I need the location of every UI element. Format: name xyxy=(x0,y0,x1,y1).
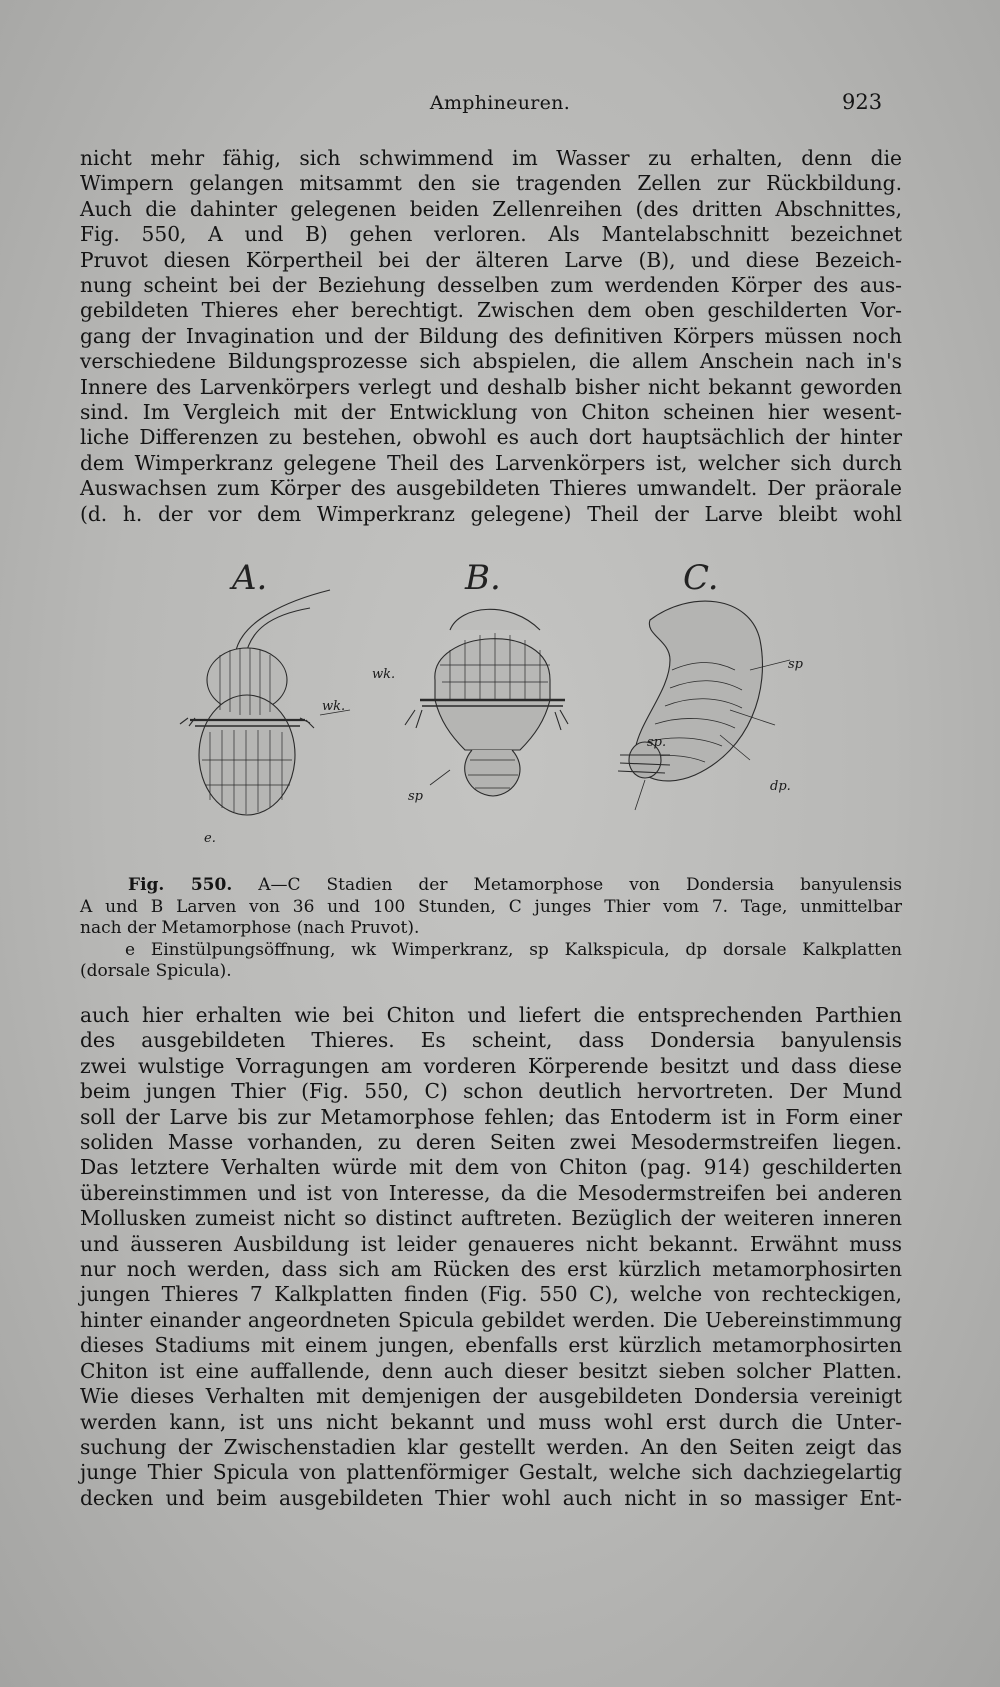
paragraph-bottom-line: soliden Masse vorhanden, zu deren Seiten zwei Mesodermstreifen liegen. xyxy=(80,1130,902,1155)
paragraph-top-line: Innere des Larvenkörpers verlegt und deshalb bisher nicht bekannt geworden xyxy=(80,374,902,399)
paragraph-top-line: nicht mehr fähig, sich schwimmend im Wasser zu erhalten, denn die xyxy=(80,146,902,170)
caption-line-3: nach der Metamorphose (nach Pruvot). xyxy=(80,918,420,938)
paragraph-bottom-line: hinter einander angeordneten Spicula gebildet werden. Die Uebereinstimmung xyxy=(80,1307,902,1332)
paragraph-bottom-line: decken und beim ausgebildeten Thier wohl auch nicht in so massiger Ent- xyxy=(80,1485,902,1510)
label-wk-b: wk. xyxy=(372,667,396,682)
paragraph-bottom-line: suchung der Zwischenstadien klar gestellt werden. An den Seiten zeigt das xyxy=(80,1434,902,1459)
panel-label-c: C. xyxy=(683,558,719,598)
paragraph-top-line: Wimpern gelangen mitsammt den sie tragenden Zellen zur Rückbildung. xyxy=(80,171,902,196)
figure-number: Fig. 550. xyxy=(128,875,233,895)
caption-line-4: e Einstülpungsöffnung, wk Wimperkranz, sp Kalkspicula, dp dorsale Kalkplatten xyxy=(125,939,902,960)
label-e-a: e. xyxy=(204,831,216,846)
paragraph-bottom-line: jungen Thieres 7 Kalkplatten finden (Fig. 550 C), welche von rechteckigen, xyxy=(80,1282,902,1307)
paragraph-bottom-line: übereinstimmen und ist von Interesse, da die Mesodermstreifen bei anderen xyxy=(80,1180,902,1205)
paragraph-bottom-line: Das letztere Verhalten würde mit dem von Chiton (pag. 914) geschilderten xyxy=(80,1155,902,1180)
paragraph-bottom-line: soll der Larve bis zur Metamorphose fehlen; das Entoderm ist in Form einer xyxy=(80,1104,902,1129)
paragraph-bottom-line: beim jungen Thier (Fig. 550, C) schon deutlich hervortreten. Der Mund xyxy=(80,1079,902,1104)
label-dp-c: dp. xyxy=(770,779,791,794)
paragraph-top-line: Auch die dahinter gelegenen beiden Zellenreihen (des dritten Abschnittes, xyxy=(80,196,902,221)
paragraph-bottom-line: zwei wulstige Vorragungen am vorderen Körperende besitzt und dass diese xyxy=(80,1053,902,1078)
paragraph-top-line: dem Wimperkranz gelegene Theil des Larvenkörpers ist, welcher sich durch xyxy=(80,450,902,475)
paragraph-bottom-line: des ausgebildeten Thieres. Es scheint, dass Dondersia banyulensis xyxy=(80,1028,902,1053)
paragraph-top-line: Pruvot diesen Körpertheil bei der älteren Larve (B), und diese Bezeich- xyxy=(80,247,902,272)
caption-line-5: (dorsale Spicula). xyxy=(80,961,232,981)
paragraph-top-line: verschiedene Bildungsprozesse sich abspielen, die allem Anschein nach in's xyxy=(80,349,902,374)
label-sp-b: sp xyxy=(408,789,423,804)
running-header: Amphineuren. xyxy=(429,92,571,114)
paragraph-top-line: Auswachsen zum Körper des ausgebildeten Thieres umwandelt. Der präorale xyxy=(80,476,902,501)
label-sp-c2: sp. xyxy=(647,735,667,750)
larva-c-drawing xyxy=(618,601,790,810)
paragraph-bottom-line: Mollusken zumeist nicht so distinct auftreten. Bezüglich der weiteren inneren xyxy=(80,1206,902,1231)
caption-text-1: A—C Stadien der Metamorphose von Dondersia banyulensis xyxy=(258,875,902,895)
paragraph-bottom xyxy=(80,1003,902,1511)
label-wk-a: wk. xyxy=(322,699,346,714)
panel-label-a: A. xyxy=(232,558,268,598)
paragraph-bottom-line: Chiton ist eine auffallende, denn auch dieser besitzt sieben solcher Platten. xyxy=(80,1358,902,1383)
paragraph-top-line: Fig. 550, A und B) gehen verloren. Als Mantelabschnitt bezeichnet xyxy=(80,222,902,247)
paragraph-top-line: gang der Invagination und der Bildung des definitiven Körpers müssen noch xyxy=(80,323,902,348)
paragraph-bottom-line: dieses Stadiums mit einem jungen, ebenfalls erst kürzlich metamorphosirten xyxy=(80,1333,902,1358)
paragraph-top-line: liche Differenzen zu bestehen, obwohl es auch dort hauptsächlich der hinter xyxy=(80,425,902,450)
caption-line-1 xyxy=(80,875,902,897)
paragraph-top-line: sind. Im Vergleich mit der Entwicklung von Chiton scheinen hier wesent- xyxy=(80,400,902,425)
page-number: 923 xyxy=(842,90,883,114)
paragraph-bottom-line: und äusseren Ausbildung ist leider genaueres nicht bekannt. Erwähnt muss xyxy=(80,1231,902,1256)
paragraph-top-line: gebildeten Thieres eher berechtigt. Zwischen dem oben geschilderten Vor- xyxy=(80,298,902,323)
paragraph-top-line: nung scheint bei der Beziehung desselben zum werdenden Körper des aus- xyxy=(80,273,902,298)
figure-caption xyxy=(80,875,902,983)
larva-b-drawing xyxy=(405,609,568,796)
paragraph-bottom-line: auch hier erhalten wie bei Chiton und liefert die entsprechenden Parthien xyxy=(80,1003,902,1027)
paragraph-top-line: (d. h. der vor dem Wimperkranz gelegene) Theil der Larve bleibt wohl xyxy=(80,501,902,526)
figure-550 xyxy=(150,560,910,850)
paragraph-bottom-line: nur noch werden, dass sich am Rücken des erst kürzlich metamorphosirten xyxy=(80,1257,902,1282)
caption-line-2: A und B Larven von 36 und 100 Stunden, C junges Thier vom 7. Tage, unmittelbar xyxy=(80,896,902,917)
paragraph-top xyxy=(80,146,902,527)
paragraph-bottom-line: werden kann, ist uns nicht bekannt und muss wohl erst durch die Unter- xyxy=(80,1409,902,1434)
paragraph-bottom-line: junge Thier Spicula von plattenförmiger Gestalt, welche sich dachziegelartig xyxy=(80,1460,902,1485)
larva-drawings xyxy=(150,560,910,850)
paragraph-bottom-line: Wie dieses Verhalten mit demjenigen der ausgebildeten Dondersia vereinigt xyxy=(80,1384,902,1409)
label-sp-c1: sp xyxy=(788,657,803,672)
panel-label-b: B. xyxy=(465,558,501,598)
